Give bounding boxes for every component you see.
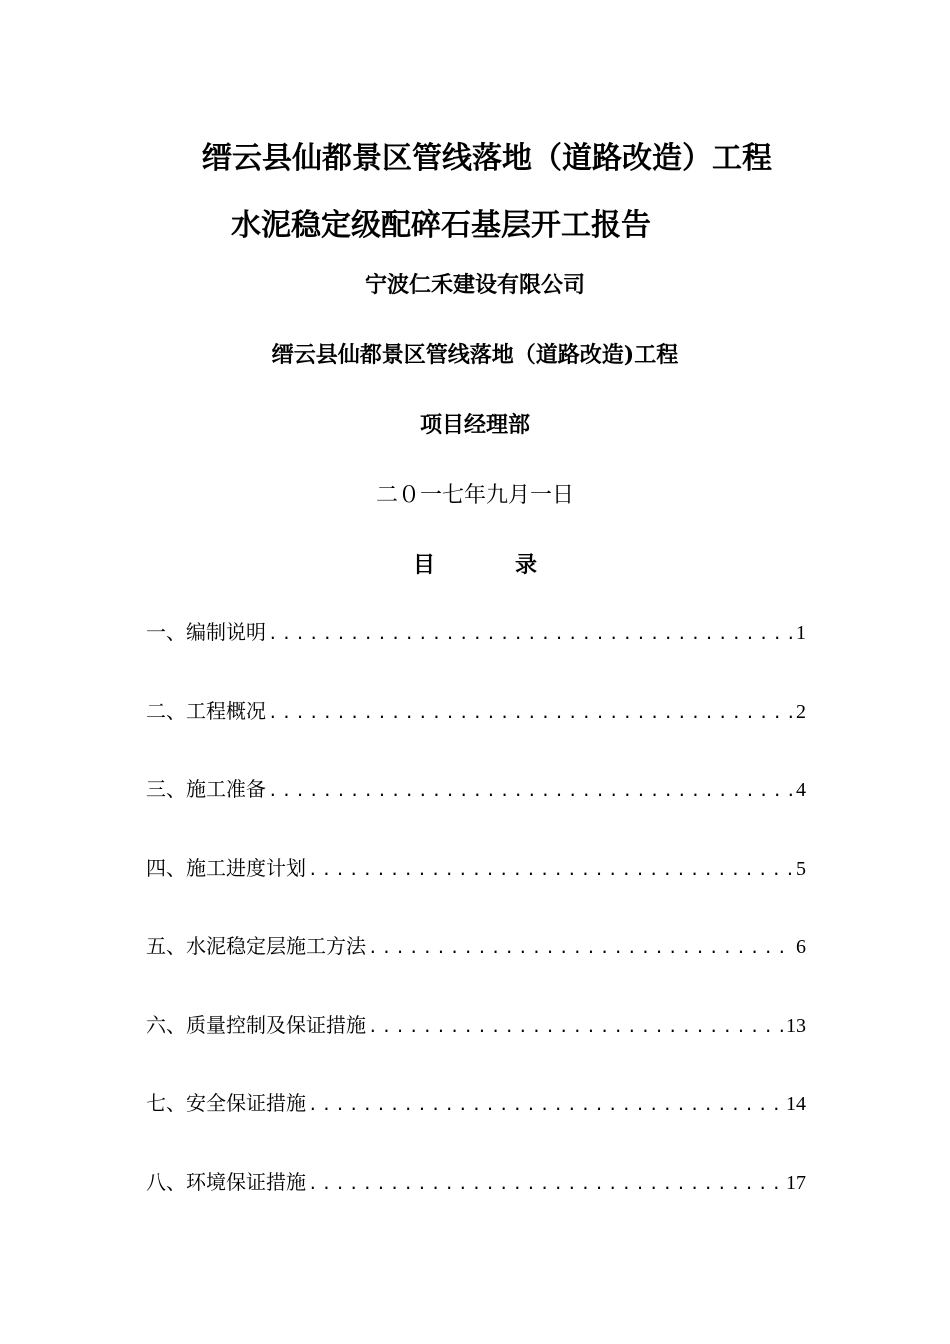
toc-item-label: 七、安全保证措施	[146, 1091, 306, 1115]
toc-leader-dots	[268, 703, 794, 722]
project-name: 缙云县仙都景区管线落地（道路改造)工程	[271, 342, 679, 368]
toc-item-label: 四、施工进度计划	[146, 855, 306, 880]
toc-item-page: 14	[786, 1093, 806, 1115]
toc-item[interactable]	[146, 616, 806, 695]
toc-item-label: 五、水泥稳定层施工方法	[146, 934, 366, 958]
toc-leader-dots	[308, 1174, 784, 1193]
toc-item[interactable]	[146, 773, 806, 852]
toc-heading	[0, 548, 950, 579]
toc-leader-dots	[368, 938, 794, 957]
toc-item[interactable]	[146, 695, 806, 774]
toc-leader-dots	[268, 624, 794, 643]
toc-item-page: 4	[796, 779, 806, 801]
toc-leader-dots	[308, 1095, 784, 1114]
company-name: 宁波仁禾建设有限公司	[364, 272, 585, 298]
toc-heading-left: 目	[412, 552, 435, 578]
toc-heading-right: 录	[515, 552, 538, 578]
toc-item-label: 一、编制说明	[146, 620, 266, 644]
toc-item[interactable]	[146, 1087, 806, 1166]
toc-item[interactable]	[146, 1166, 806, 1245]
document-title-line-1: 缙云县仙都景区管线落地（道路改造）工程	[202, 141, 772, 176]
toc-item-label: 二、工程概况	[146, 698, 266, 723]
department-name: 项目经理部	[419, 412, 530, 438]
toc-item[interactable]	[146, 1009, 806, 1088]
toc-leader-dots	[268, 781, 794, 800]
toc-item-page: 1	[796, 622, 806, 644]
toc-item[interactable]	[146, 852, 806, 931]
toc-item-label: 三、施工准备	[146, 777, 266, 801]
toc-item-page: 13	[786, 1014, 806, 1037]
toc-item[interactable]	[146, 930, 806, 1009]
toc-leader-dots	[308, 860, 794, 879]
document-title-line-2: 水泥稳定级配碎石基层开工报告	[231, 208, 651, 243]
toc-item-page: 5	[796, 857, 806, 880]
toc-item-label: 八、环境保证措施	[146, 1169, 306, 1194]
toc-item-page: 6	[796, 936, 806, 958]
toc-item-page: 17	[786, 1171, 806, 1194]
table-of-contents	[146, 616, 806, 1244]
toc-item-label: 六、质量控制及保证措施	[146, 1012, 366, 1037]
toc-leader-dots	[368, 1017, 784, 1036]
toc-item-page: 2	[796, 700, 806, 723]
document-date: 二０一七年九月一日	[375, 483, 574, 508]
